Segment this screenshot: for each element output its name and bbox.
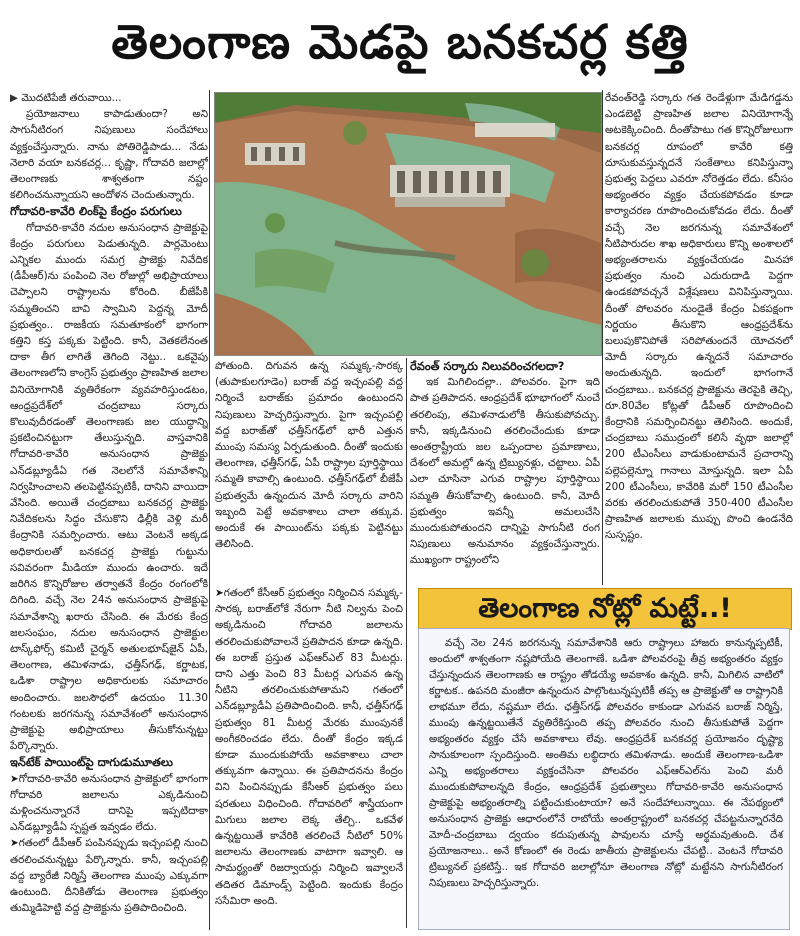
subheading: గోదావరి-కావేరి లింక్‌పై కేంద్రం పరుగులు bbox=[10, 204, 182, 219]
column-right bbox=[605, 90, 793, 585]
column-mid-left bbox=[215, 358, 403, 585]
paragraph: రేవంత్‌రెడ్డి సర్కారు గత రెండేళ్లుగా మేడిగడ్డను ఎండబెట్టి ప్రాణహిత జలాల వినియోగాన్నే అటకెక్కించింది. దీంతోపాటు గత కొన్నిరోజులుగా బనకచర్ల రూపంలో కావేరి కత్తి దూసుకువస్తున్నదనే సంకేతాలు కనిపిస్తున్నా ప్రభుత్వ పెద్దలు ఎవరూ నోరెత్తడం లేదు. కనీసం అభ్యంతరం వ్యక్తం చేయకపోవడం కూడా కార్యాచరణ రూపొందించుకోవడం లేదు. దీంతో వచ్చే నెల జరగనున్న సమావేశంలో నీటిపారుదల శాఖ అధికారులు కొన్ని అంశాలలో అభ్యంతరాలను వ్యక్తంచేయడం మినహా ప్రభుత్వం నుంచి ఎదురుదాడి పెద్దగా ఉండకపోవచ్చనే విశ్లేషణలు వినిపిస్తున్నాయి. దీంతో పోలవరం నుండైతే కేంద్రం ఏకపక్షంగా నిర్ణయం తీసుకొని ఆంధ్రప్రదేశ్‌ను బలుపుకొనిపోతే సరిపోతుందనే యోచనలో మోదీ సర్కారు ఉన్నదనే సమాచారం అందుతున్నది. ఇందులో భాగంగానే చంద్రబాబు.. బనకచర్ల ప్రాజెక్టును తెరపైకి తెచ్చి, రూ.80వేల కోట్లతో డీపీఆర్ రూపొందించి కేంద్రానికి సమర్పించినట్టు తెలిసింది. అందుకే, చంద్రబాబు సముద్రంలో కలిసే వృథా జలాల్లో 200 టీఎంసీలు వాడుకుంటామనే ప్రచారాన్ని పల్లెపల్లెన్నూ గానాలు మోస్తున్నది. ఇలా ఏపీ 200 టీఎంసీలు, కావేరికి మరో 150 టీఎంసీల వరకు తరలించుకుపోతే 350-400 టీఎంసీల ప్రాణహిత జలాలకు ముప్పు పొంచి ఉండనేది సుస్పష్టం. bbox=[605, 92, 793, 542]
headline: తెలంగాణ మెడపై బనకచర్ల కత్తి bbox=[111, 15, 689, 70]
paragraph: ప్రయోజనాలు కాపాడుతుందా? అని సాగునీటిరంగ నిపుణులు సందేహాలు వ్యక్తంచేస్తున్నారు. నాను పోతిరెడ్డిపాడు... నేడు నెలారి వయా బనకచర్ల... కృష్ణా, గోదావరి జలాల్లో తెలంగాణకు శాశ్వతంగా నష్టం కలిగించనున్నాయని ఆందోళన చెందుతున్నారు. bbox=[10, 108, 208, 202]
column-mid-right bbox=[410, 358, 600, 585]
paragraph: పోతుంది. దిగువన ఉన్న సమ్మక్క-సారక్క (తుపాకులగూడెం) బరాజ్ వద్ద ఇచ్చంపల్లి వద్ద నిర్మించే బరాజ్‌కు ప్రమాదం ఉంటుందని నిపుణులు హెచ్చరిస్తున్నారు. పైగా ఇచ్చంపల్లి వద్ద బరాజ్‌తో ఛత్తీస్‌గఢ్‌లో భారీ ఎత్తున ముంపు సమస్య ఏర్పడుతుంది. దీంతో ఇందుకు తెలంగాణ, ఛత్తీస్‌గఢ్, ఏపీ రాష్ట్రాల పూర్తిస్థాయి సమ్మతి కావాల్సి ఉంటుంది. ఛత్తీస్‌గఢ్‌లో బీజేపీ ప్రభుత్వమే ఉన్నందున మోదీ సర్కారు వారిని ఇబ్బంది పెట్టే అవకాశాలు చాలా తక్కువ. అందుకే ఈ పాయింట్‌ను పక్కకు పెట్టినట్టు తెలిసింది. bbox=[215, 360, 403, 551]
box-body bbox=[418, 628, 790, 930]
column-divider bbox=[406, 358, 407, 928]
bullet-item: ➤ గోదావరి-కావేరి అనుసంధాన ప్రాజెక్టులో భాగంగా గోదావరి జలాలను ఎక్కడినుంచి మళ్లించనున్నారనే దానిపై ఇప్పటిదాకా ఎన్‌డబ్ల్యూడీఏ స్పష్టత ఇవ్వడం లేదు. bbox=[10, 771, 208, 836]
arrow-icon: ▶ bbox=[10, 92, 22, 104]
box-paragraph: వచ్చే నెల 24న జరగనున్న సమావేశానికి ఆరు రాష్ట్రాలు హాజరు కానున్నప్పటికీ, అందులో శాశ్వతంగా నష్టపోయేది తెలంగాణే. ఒడిశా పోలవరంపై తీవ్ర అభ్యంతరం వ్యక్తం చేస్తున్నందున తెలంగాణకు ఆ రాష్ట్రం తోడయ్యే అవకాశం ఉన్నది. కానీ, మిగిలిన వాటిలో కర్ణాటక.. ఉపనది మంజీరా ఉన్నందున పాల్గొంటున్నప్పటికీ తప్ప ఆ ప్రాజెక్టుతో ఆ రాష్ట్రానికి లాభమూ లేదు, నష్టమూ లేదు. ఛత్తీస్‌గఢ్ పోలవరం కాకుండా ఎగువన బరాజ్ నిర్మిస్తే, ముంపు ఉన్నట్టయితేనే వ్యతిరేకిస్తుంది తప్ప పోలవరం నుంచి తీసుకుపోతే పెద్దగా అభ్యంతరం వ్యక్తం చేసే అవకాశాలు లేవు. ఆంధ్రప్రదేశ్ బనకచర్ల ప్రయోజనం దృష్ట్యా సానుకూలంగా స్పందిస్తుంది. అంతిమ లబ్ధిదారు తమిళనాడు. అందుకే తెలంగాణ-ఒడిశా ఎన్ని అభ్యంతరాలు వ్యక్తంచేసినా పోలవరం ఎఫ్‌ఆర్‌ఎల్‌ను పెంచి మరీ ముందుకుపోవాలన్నది కేంద్రం, ఆంధ్రప్రదేశ్ ప్రభుత్వాలు గోదావరి-కావేరి అనుసంధాన ప్రాజెక్టుపై అభ్యంతరాల్ని పట్టించుకుంటాయా? అనే సందేహాలున్నాయి. ఈ నేపథ్యంలో అనుసంధాన ప్రాజెక్టు ఆధారంలోనే రాబోయే అంతర్రాష్ట్రంలో బనకచర్ల చేపట్టనున్నారనేది మోదీ-చంద్రబాబు ద్వయం కదుపుతున్న పావులను చూస్తే అర్థమవుతుంది. దేశ ప్రయోజనాలు.. అనే కోణంలో ఈ రెండు జాతీయ ప్రాజెక్టులను చేపట్టి.. వెంటనే గోదావరి ట్రిబ్యునల్ ప్రకటిస్తే.. ఇక గోదావరి జలాల్లోనూ తెలంగాణ నోట్లో మట్టేనని సాగునీటిరంగ నిపుణులు హెచ్చరిస్తున్నారు. bbox=[429, 637, 783, 889]
dam-illustration bbox=[215, 93, 601, 355]
column-left bbox=[10, 90, 208, 930]
kicker bbox=[10, 90, 208, 106]
bullet-item: ➤ గతంలో డీపీఆర్ పంపినప్పుడు ఇచ్చంపల్లి నుంచి తరలించనున్నట్టు పేర్కొన్నారు. కానీ, ఇచ్చంపల్లి వద్ద బ్యారేజీ నిర్మిస్తే తెలంగాణ ముంపు ఎక్కువగా ఉంటుంది. దీనికితోడు తెలంగాణ ప్రభుత్వం తుమ్మిడిహెట్టి వద్ద ప్రాజెక్టును ప్రతిపాదించింది. bbox=[10, 835, 208, 916]
paragraph: గోదావరి-కావేరి నదుల అనుసంధాన ప్రాజెక్టుపై కేంద్రం పరుగులు పెడుతున్నది. పార్లమెంటు ఎన్నికల ముందు సమగ్ర ప్రాజెక్టు నివేదిక (డీపీఆర్)ను పంపించి నెల రోజుల్లో అభిప్రాయాలు చెప్పాలని రాష్ట్రాలను కోరింది. బీజేపీకి సమ్మతించని బావి స్వామిని పెద్దన్న మోదీ ప్రభుత్వం.. రాజకీయ సమతూకంలో భాగంగా కత్తిని కస్త పక్కకు పెట్టింది. కానీ, వెతకలేనంత దాకా తీగ లాగితే తెగింది నెట్టు.. ఒకవైపు తెలంగాణలోని కాంగ్రెస్ ప్రభుత్వం ప్రాణహిత జలాల వినియోగానికి వ్యతిరేకంగా వ్యవహరిస్తుండటం, ఆంధ్రప్రదేశ్‌లో చంద్రబాబు సర్కారు కొలువుదీరడంతో తెలంగాణకు జల యుద్ధాన్ని ప్రకటించినట్టుగా తేలుస్తున్నది. వాస్తవానికి గోదావరి-కావేరి అనుసంధాన ప్రాజెక్టు ఎన్‌డబ్ల్యూడీఏ గత నెలలోనే సమావేశాన్ని నిర్వహించాలని తలపెట్టినప్పటికీ, దానిని వాయిదా వేసింది. అయితే చంద్రబాబు బనకచర్ల ప్రాజెక్టు నివేదికలను సిద్ధం చేసుకొని ఢిల్లీకి వెళ్లి మరీ కేంద్రానికి సమర్పించారు. ఆటు వెంటనే అక్కడ అధికారులతో బనకచర్ల ప్రాజెక్టు గుట్టును సవివరంగా మీడియా ముందు ఉంచారు. ఇదే జరిగిన కొన్నిరోజుల తర్వాతనే కేంద్రం రంగంలోకి దిగింది. వచ్చే నెల 24న అనుసంధాన ప్రాజెక్టుపై సమావేశాన్ని ఖరారు చేసింది. ఈ మేరకు కేంద్ర జలసంఘం, నదుల అనుసంధాన ప్రాజెక్టుల టాస్క్‌ఫోర్స్ కమిటీ చైర్మన్ అతులభూష్‌జైన్ ఏపీ, తెలంగాణ, తమిళనాడు, ఛత్తీస్‌గఢ్, కర్ణాటక, ఒడిశా రాష్ట్రాల అధికారులకు సమాచారం అందించారు. జలసౌధలో ఉదయం 11.30 గంటలకు జరగనున్న సమావేశంలో అనుసంధాన ప్రాజెక్టుపై అభిప్రాయాలు తీసుకోనున్నట్టు పేర్కొన్నారు. bbox=[10, 221, 208, 753]
dam-photo bbox=[214, 92, 602, 356]
column-mid-left-lower bbox=[215, 585, 403, 930]
column-divider bbox=[602, 90, 603, 585]
paragraph: ఇక మిగిలిందల్లా.. పోలవరం. పైగా ఇది పాత ప్రతిపాదన. ఆంధ్రప్రదేశ్ భూభాగంలో నుంచే తరలింపు, తమిళనాడులోకి తీసుకుపోవచ్చు. కానీ, ఇక్కడినుంచి తరలించేందుకు కూడా అంతర్రాష్ట్రీయ జల ఒప్పందాల ప్రమాణాలు, దేశంలో అమల్లో ఉన్న ట్రిబ్యునళ్లు, చట్టాలు. ఏపీ ఎలా చూసినా ఎగువ రాష్ట్రాల పూర్తిస్థాయి సమ్మతి తీసుకోవాల్సి ఉంటుంది. కానీ, మోదీ ప్రభుత్వం ఇవన్నీ అమలుచేసి ముందుకుపోతుందని దాన్నిపై సాగునీటి రంగ నిపుణులు అనుమానం వ్యక్తంచేస్తున్నారు. ముఖ్యంగా రాష్ట్రంలోని bbox=[410, 376, 600, 567]
kicker-text: మొదటిపేజీ తరువాయి... bbox=[21, 92, 122, 104]
subheading: ఇన్‌టేక్ పాయింట్‌పై దాగుడుమూతలు bbox=[10, 755, 173, 770]
bullet-item: ➤ గతంలో కేసీఆర్ ప్రభుత్వం నిర్మించిన సమ్మక్క-సారక్క బరాజ్‌లోకే నేరుగా నీటి నిల్వను పెంచి అక్కడినుంచి గోదావరి జలాలను తరలించుకుపోవాలనే ప్రతిపాదన కూడా ఉన్నది. ఈ బరాజ్ ప్రస్తుత ఎఫ్‌ఆర్‌ఎల్ 83 మీటర్లు. దాని ఎత్తు పెంచి 83 మీటర్ల ఎగువన ఉన్న నీటిని తరలించుకుపోతామని గతంలో ఎన్‌డబ్ల్యూడీఏ ప్రతిపాదించింది. కానీ, ఛత్తీస్‌గఢ్ ప్రభుత్వం 81 మీటర్ల మేరకు ముంపునకే అంగీకరించడం లేదు. దీంతో కేంద్రం ఇక్కడ కూడా ముందుకుపోయే అవకాశాలు చాలా తక్కువగా ఉన్నాయి. ఈ ప్రతిపాదనను కేంద్రం విని పించినప్పుడు కేసీఆర్ ప్రభుత్వం పలు షరతులు విధించింది. గోదావరిలో శాస్త్రీయంగా మిగులు జలాల లెక్క తేల్చి.. ఒకవేళ ఉన్నట్టయితే కావేరికి తరలించే నీటిలో 50% జలాలను తెలంగాణకు వాటాగా ఇవ్వాలి. ఆ సామర్థ్యంతో రిజర్వాయర్లు నిర్మించి ఇవ్వాలనే తదితర డిమాండ్స్ పెట్టింది. ఇందుకు కేంద్రం ససేమిరా అంది. bbox=[215, 585, 403, 909]
column-divider bbox=[209, 90, 210, 930]
subheading: రేవంత్ సర్కారు నిలువరించగలదా? bbox=[410, 359, 565, 373]
box-title: తెలంగాణ నోట్లో మట్టే..! bbox=[418, 588, 792, 630]
